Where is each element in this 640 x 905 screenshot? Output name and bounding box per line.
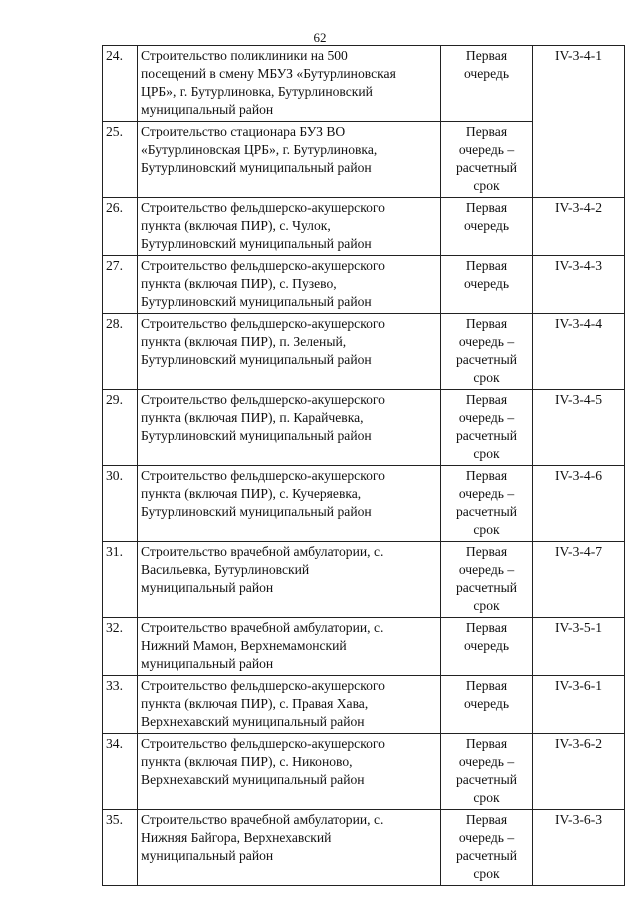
implementation-period: Первая очередь – расчетный срок [441,122,533,198]
object-name: Строительство фельдшерско-акушерского пункта (включая ПИР), п. Карайчевка, Бутурлиновский муниципальный район [138,390,441,466]
object-name: Строительство врачебной амбулатории, с. Васильевка, Бутурлиновский муниципальный район [138,542,441,618]
row-number: 35. [103,810,138,886]
object-name: Строительство фельдшерско-акушерского пункта (включая ПИР), с. Правая Хава, Верхнехавский муниципальный район [138,676,441,734]
object-name: Строительство фельдшерско-акушерского пункта (включая ПИР), с. Кучеряевка, Бутурлиновский муниципальный район [138,466,441,542]
construction-table [102,45,625,886]
object-code: IV-3-4-3 [533,256,625,314]
implementation-period: Первая очередь [441,46,533,122]
table-row [103,46,625,122]
row-number: 25. [103,122,138,198]
table-row [103,734,625,810]
table-row [103,466,625,542]
object-name: Строительство поликлиники на 500 посещений в смену МБУЗ «Бутурлиновская ЦРБ», г. Бутурлиновка, Бутурлиновский муниципальный район [138,46,441,122]
row-number: 30. [103,466,138,542]
object-code: IV-3-4-2 [533,198,625,256]
row-number: 31. [103,542,138,618]
implementation-period: Первая очередь – расчетный срок [441,314,533,390]
object-name: Строительство врачебной амбулатории, с. Нижняя Байгора, Верхнехавский муниципальный район [138,810,441,886]
implementation-period: Первая очередь – расчетный срок [441,466,533,542]
row-number: 29. [103,390,138,466]
table-row [103,810,625,886]
object-name: Строительство фельдшерско-акушерского пункта (включая ПИР), п. Зеленый, Бутурлиновский муниципальный район [138,314,441,390]
table-row [103,390,625,466]
object-code: IV-3-4-1 [533,46,625,198]
row-number: 27. [103,256,138,314]
object-code: IV-3-5-1 [533,618,625,676]
object-name: Строительство стационара БУЗ ВО «Бутурлиновская ЦРБ», г. Бутурлиновка, Бутурлиновский муниципальный район [138,122,441,198]
object-name: Строительство фельдшерско-акушерского пункта (включая ПИР), с. Пузево, Бутурлиновский муниципальный район [138,256,441,314]
implementation-period: Первая очередь – расчетный срок [441,810,533,886]
table-row [103,542,625,618]
table-row [103,198,625,256]
table-row [103,256,625,314]
implementation-period: Первая очередь – расчетный срок [441,390,533,466]
implementation-period: Первая очередь [441,256,533,314]
object-code: IV-3-6-2 [533,734,625,810]
row-number: 33. [103,676,138,734]
object-code: IV-3-4-6 [533,466,625,542]
implementation-period: Первая очередь – расчетный срок [441,734,533,810]
object-code: IV-3-4-7 [533,542,625,618]
implementation-period: Первая очередь – расчетный срок [441,542,533,618]
row-number: 26. [103,198,138,256]
object-name: Строительство врачебной амбулатории, с. Нижний Мамон, Верхнемамонский муниципальный район [138,618,441,676]
object-code: IV-3-6-1 [533,676,625,734]
implementation-period: Первая очередь [441,676,533,734]
row-number: 28. [103,314,138,390]
object-code: IV-3-6-3 [533,810,625,886]
table-row [103,676,625,734]
row-number: 32. [103,618,138,676]
table-row [103,618,625,676]
implementation-period: Первая очередь [441,198,533,256]
object-name: Строительство фельдшерско-акушерского пункта (включая ПИР), с. Чулок, Бутурлиновский муниципальный район [138,198,441,256]
table-row [103,314,625,390]
object-name: Строительство фельдшерско-акушерского пункта (включая ПИР), с. Никоново, Верхнехавский муниципальный район [138,734,441,810]
object-code: IV-3-4-4 [533,314,625,390]
implementation-period: Первая очередь [441,618,533,676]
row-number: 24. [103,46,138,122]
page-number: 62 [313,30,327,45]
row-number: 34. [103,734,138,810]
object-code: IV-3-4-5 [533,390,625,466]
